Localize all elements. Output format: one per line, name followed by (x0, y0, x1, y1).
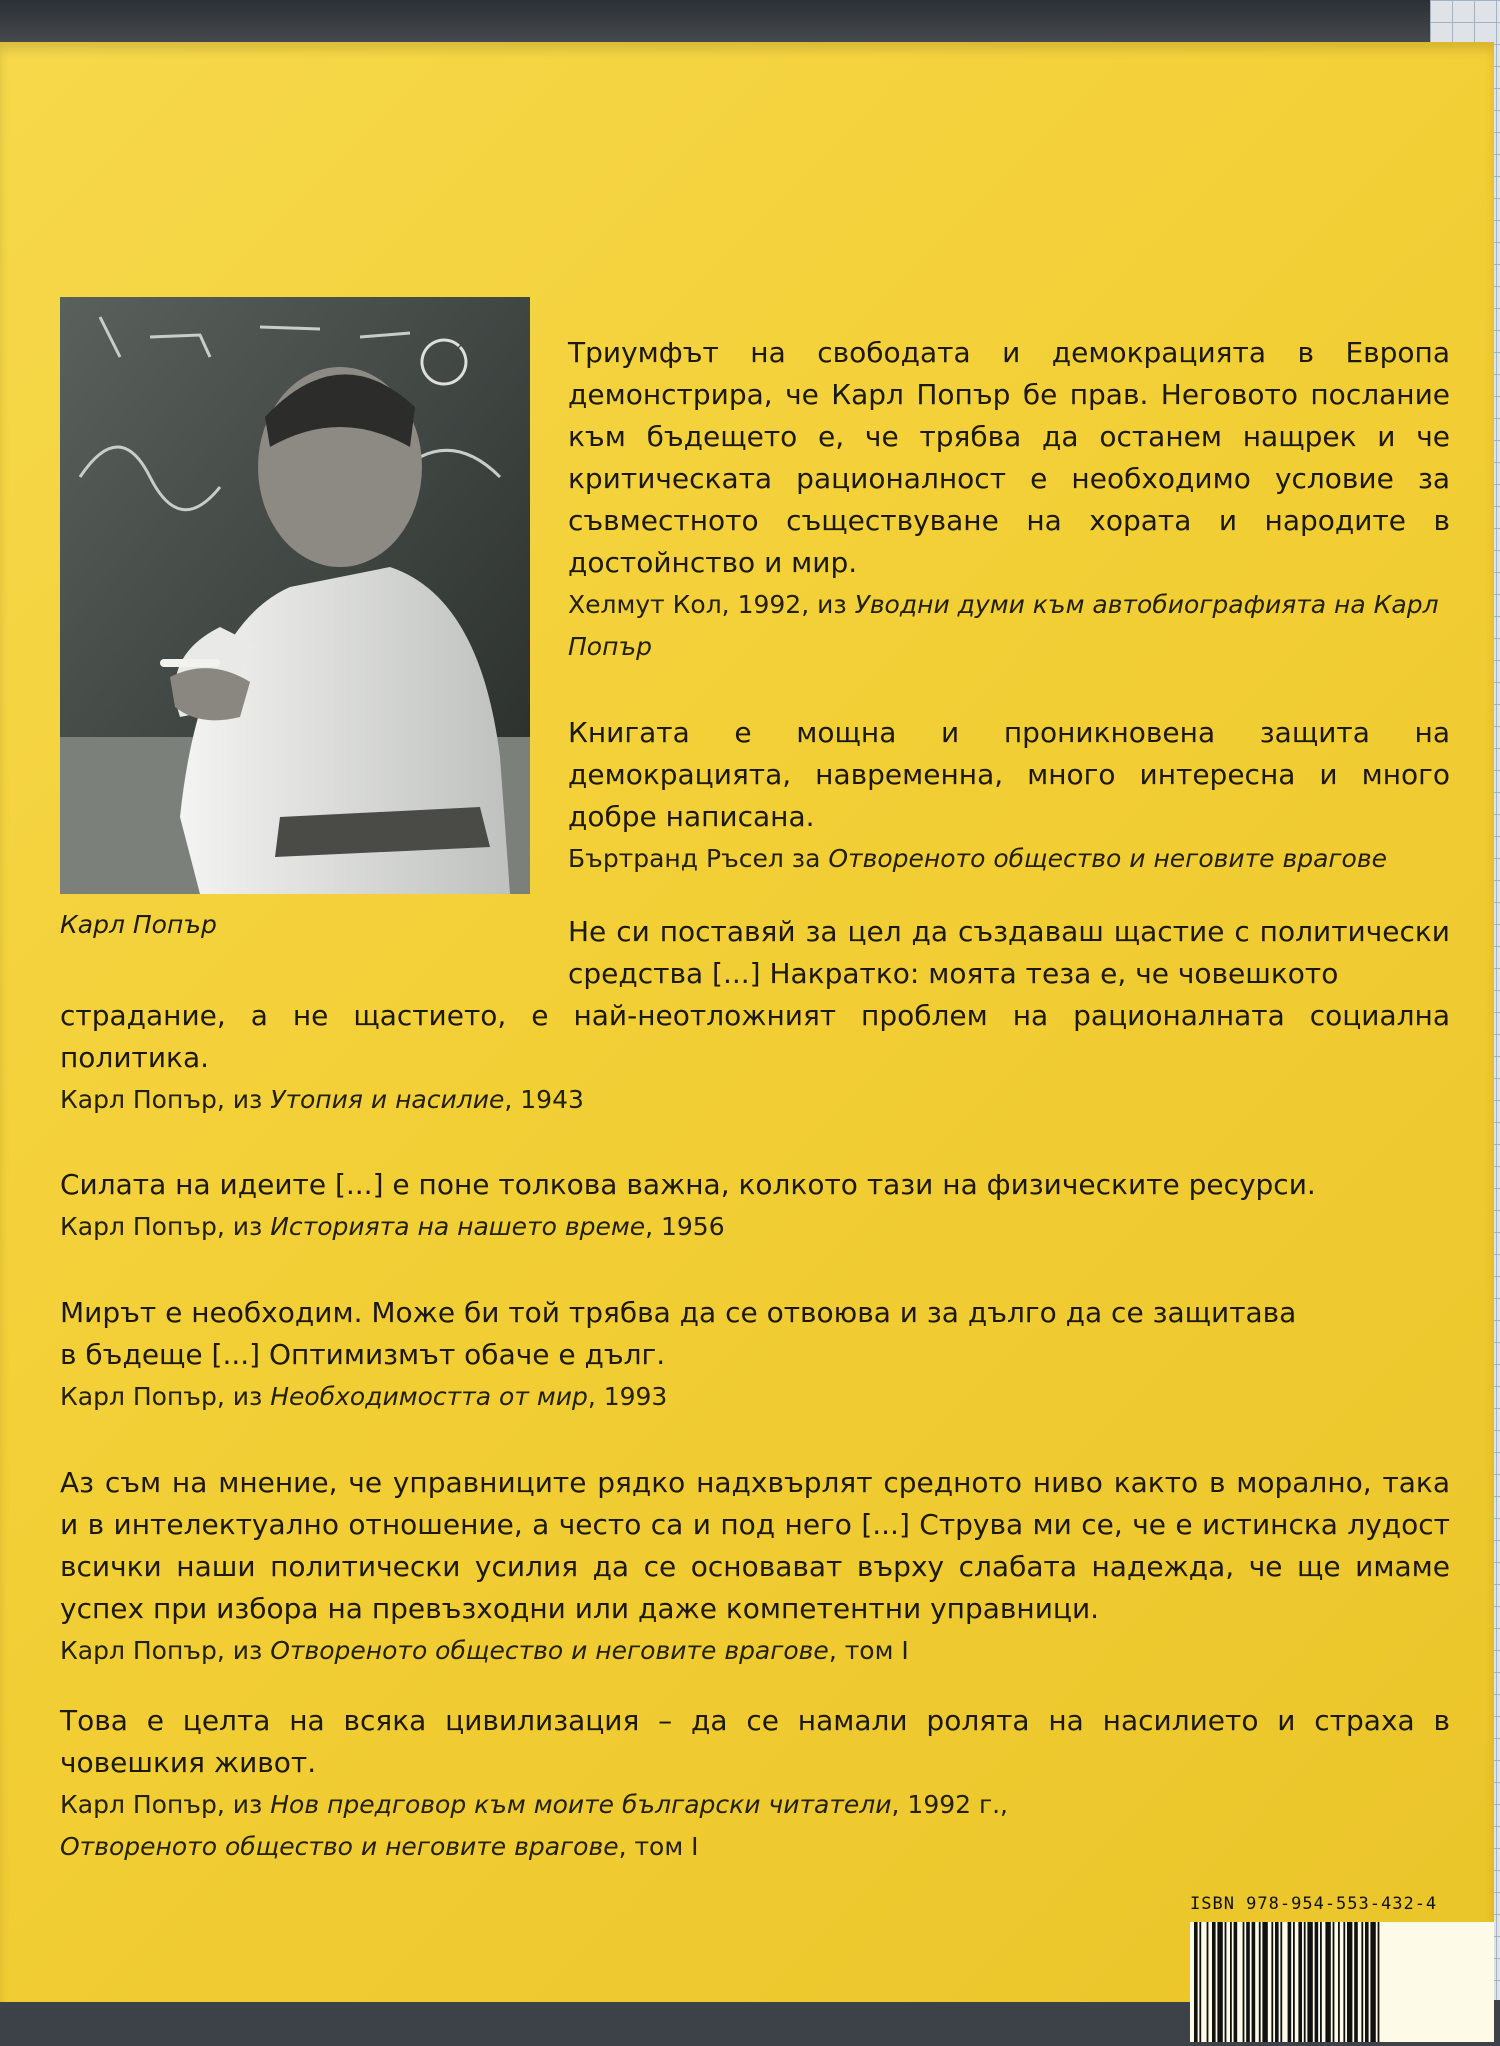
barcode-bar (1293, 1922, 1295, 2042)
quote-text: Аз съм на мнение, че управниците рядко надхвърлят средното ниво както в морално, така и в интелектуално отношение, а често са и под него [...] Струва ми се, че е истинска лудост всички наши политически усилия да се основават върху слабата надежда, че ще имаме успех при избора на превъзходни или даже компетентни управници. (60, 1466, 1450, 1625)
barcode-bar (1262, 1922, 1267, 2042)
barcode-bar (1252, 1922, 1256, 2042)
quote-text: Силата на идеите [...] е поне толкова важна, колкото тази на физическите ресурси. (60, 1168, 1316, 1201)
source-title: Уводни думи към автобиографията на Карл Попър (568, 590, 1439, 661)
barcode-bar (1370, 1922, 1375, 2042)
barcode-bar (1378, 1922, 1380, 2042)
source-title: Отвореното общество и неговите врагове (828, 844, 1387, 873)
barcode-bar (1243, 1922, 1245, 2042)
quote-civilization (60, 1700, 1450, 1868)
quote-rulers (60, 1462, 1450, 1672)
book-back-cover (0, 42, 1494, 2002)
barcode-bar (1325, 1922, 1330, 2042)
source-author: Карл Попър, из (60, 1085, 271, 1114)
barcode-bar (1365, 1922, 1369, 2042)
source-year: , 1943 (504, 1085, 584, 1114)
quote-source (60, 1784, 1450, 1826)
barcode (1190, 1922, 1494, 2042)
barcode-bar (1320, 1922, 1322, 2042)
quote-text: Не си поставяй за цел да създаваш щастие с политически средства [...] Накратко: моята теза е, че човешкото (568, 915, 1450, 990)
isbn-number: ISBN 978-954-553-432-4 (1190, 1894, 1438, 1914)
source-title: Необходимостта от мир (270, 1382, 588, 1411)
source-volume: , том I (618, 1832, 699, 1861)
barcode-bar (1347, 1922, 1352, 2042)
source-author: Карл Попър, из (60, 1790, 271, 1819)
quote-text-line1: Мирът е необходим. Може би той трябва да се отвоюва и за дълго да се защитава (60, 1296, 1297, 1329)
barcode-bar (1194, 1922, 1198, 2042)
quote-source (60, 1630, 1450, 1672)
source-year: , 1992 г., (891, 1790, 1009, 1819)
source-author: Карл Попър, из (60, 1636, 271, 1665)
source-year: , 1956 (645, 1212, 725, 1241)
barcode-bar (1333, 1922, 1335, 2042)
barcode-bar (1307, 1922, 1312, 2042)
barcode-bar (1225, 1922, 1227, 2042)
quote-source-2 (60, 1826, 1450, 1868)
source-title: Нов предговор към моите български читатели (270, 1790, 892, 1819)
author-photo (60, 297, 530, 894)
source-year: , 1993 (587, 1382, 668, 1411)
quote-source (568, 584, 1450, 668)
barcode-bar (1199, 1922, 1201, 2042)
barcode-bar (1354, 1922, 1358, 2042)
barcode-bar (1288, 1922, 1292, 2042)
photo-caption: Карл Попър (60, 910, 217, 939)
quote-source (60, 1079, 1450, 1121)
barcode-bar (1271, 1922, 1273, 2042)
quote-text-line2: в бъдеще [...] Оптимизмът обаче е дълг. (60, 1338, 666, 1371)
quote-source (60, 1206, 1450, 1248)
quote-russell (568, 712, 1450, 880)
quote-text: Това е целта на всяка цивилизация – да се намали ролята на насилието и страха в човешкия живот. (60, 1704, 1450, 1779)
barcode-bar (1280, 1922, 1282, 2042)
barcode-bar (1298, 1922, 1302, 2042)
source-author: Бъртранд Ръсел за (568, 844, 829, 873)
barcode-bar (1234, 1922, 1238, 2042)
barcode-bar (1361, 1922, 1363, 2042)
quote-source (60, 1376, 1450, 1418)
source-title: Утопия и насилие (270, 1085, 505, 1114)
source-title: Отвореното общество и неговите врагове (270, 1636, 829, 1665)
quote-kohl (568, 332, 1450, 668)
barcode-block (1190, 1894, 1494, 2042)
barcode-bar (1275, 1922, 1279, 2042)
quote-ideas (60, 1164, 1450, 1248)
source-author: Карл Попър, из (60, 1382, 271, 1411)
quote-peace (60, 1292, 1450, 1418)
barcode-bar (1343, 1922, 1345, 2042)
barcode-bar (1259, 1922, 1261, 2042)
source-author: Хелмут Кол, 1992, из (568, 590, 855, 619)
quote-utopia-part2 (60, 995, 1450, 1121)
barcode-bar (1230, 1922, 1232, 2042)
barcode-bar (1338, 1922, 1340, 2042)
source-title: Отвореното общество и неговите врагове (60, 1832, 619, 1861)
barcode-bar (1207, 1922, 1209, 2042)
source-author: Карл Попър, из (60, 1212, 271, 1241)
barcode-bar (1315, 1922, 1319, 2042)
source-title: Историята на нашето време (270, 1212, 646, 1241)
quote-source (568, 838, 1450, 880)
quote-text: страдание, а не щастието, е най-неотложният проблем на рационалната социална политика. (60, 999, 1450, 1074)
barcode-bar (1212, 1922, 1216, 2042)
source-volume: , том I (828, 1636, 909, 1665)
barcode-bar (1304, 1922, 1306, 2042)
quote-utopia-part1 (568, 911, 1450, 995)
barcode-bar (1217, 1922, 1222, 2042)
quote-text: Книгата е мощна и проникновена защита на демокрацията, навременна, много интересна и много добре написана. (568, 716, 1450, 833)
barcode-bar (1246, 1922, 1250, 2042)
quote-text: Триумфът на свободата и демокрацията в Европа демонстрира, че Карл Попър бе прав. Неговото послание към бъдещето е, че трябва да останем нащрек и че критическата рационалност е необходимо условие за съвместното съществуване на хората и народите в достойнство и мир. (568, 336, 1450, 579)
